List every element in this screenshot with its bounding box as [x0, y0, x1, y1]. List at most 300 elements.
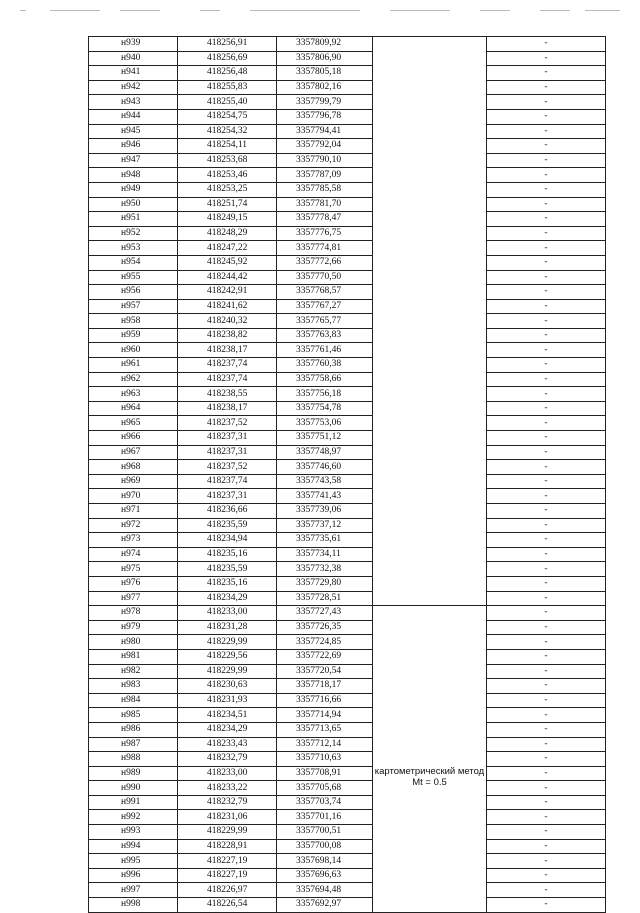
note-cell: - — [487, 95, 606, 110]
table-row — [89, 518, 606, 533]
y-coordinate-cell: 3357772,66 — [277, 255, 373, 270]
y-coordinate-cell: 3357708,91 — [277, 766, 373, 781]
x-coordinate-cell: 418245,92 — [178, 255, 277, 270]
point-name-cell: н975 — [89, 562, 178, 577]
x-coordinate-cell: 418231,28 — [178, 620, 277, 635]
point-name-cell: н971 — [89, 504, 178, 519]
y-coordinate-cell: 3357743,58 — [277, 474, 373, 489]
point-name-cell: н990 — [89, 781, 178, 796]
x-coordinate-cell: 418256,69 — [178, 51, 277, 66]
table-row — [89, 241, 606, 256]
x-coordinate-cell: 418254,75 — [178, 109, 277, 124]
table-row — [89, 591, 606, 606]
x-coordinate-cell: 418233,22 — [178, 781, 277, 796]
point-name-cell: н956 — [89, 285, 178, 300]
x-coordinate-cell: 418254,32 — [178, 124, 277, 139]
note-cell: - — [487, 606, 606, 621]
note-cell: - — [487, 766, 606, 781]
y-coordinate-cell: 3357774,81 — [277, 241, 373, 256]
y-coordinate-cell: 3357694,48 — [277, 883, 373, 898]
x-coordinate-cell: 418229,99 — [178, 635, 277, 650]
table-row — [89, 51, 606, 66]
table-row — [89, 781, 606, 796]
point-name-cell: н994 — [89, 839, 178, 854]
table-row — [89, 168, 606, 183]
x-coordinate-cell: 418235,16 — [178, 576, 277, 591]
table-row — [89, 109, 606, 124]
point-name-cell: н969 — [89, 474, 178, 489]
point-name-cell: н986 — [89, 722, 178, 737]
y-coordinate-cell: 3357794,41 — [277, 124, 373, 139]
x-coordinate-cell: 418238,17 — [178, 343, 277, 358]
y-coordinate-cell: 3357796,78 — [277, 109, 373, 124]
note-cell: - — [487, 679, 606, 694]
note-cell: - — [487, 489, 606, 504]
x-coordinate-cell: 418237,74 — [178, 372, 277, 387]
table-row — [89, 328, 606, 343]
x-coordinate-cell: 418235,59 — [178, 518, 277, 533]
table-row — [89, 314, 606, 329]
point-name-cell: н949 — [89, 182, 178, 197]
x-coordinate-cell: 418228,91 — [178, 839, 277, 854]
table-row — [89, 839, 606, 854]
y-coordinate-cell: 3357802,16 — [277, 80, 373, 95]
y-coordinate-cell: 3357734,11 — [277, 547, 373, 562]
table-row — [89, 825, 606, 840]
note-cell: - — [487, 182, 606, 197]
table-row — [89, 182, 606, 197]
x-coordinate-cell: 418237,52 — [178, 416, 277, 431]
table-row — [89, 635, 606, 650]
y-coordinate-cell: 3357729,80 — [277, 576, 373, 591]
y-coordinate-cell: 3357713,65 — [277, 722, 373, 737]
point-name-cell: н995 — [89, 854, 178, 869]
x-coordinate-cell: 418233,00 — [178, 606, 277, 621]
x-coordinate-cell: 418249,15 — [178, 212, 277, 227]
y-coordinate-cell: 3357748,97 — [277, 445, 373, 460]
point-name-cell: н950 — [89, 197, 178, 212]
point-name-cell: н939 — [89, 37, 178, 52]
y-coordinate-cell: 3357746,60 — [277, 460, 373, 475]
note-cell: - — [487, 139, 606, 154]
note-cell: - — [487, 722, 606, 737]
x-coordinate-cell: 418233,00 — [178, 766, 277, 781]
note-cell: - — [487, 898, 606, 913]
x-coordinate-cell: 418253,68 — [178, 153, 277, 168]
note-cell: - — [487, 562, 606, 577]
point-name-cell: н955 — [89, 270, 178, 285]
note-cell: - — [487, 343, 606, 358]
note-cell: - — [487, 591, 606, 606]
note-cell: - — [487, 168, 606, 183]
note-cell: - — [487, 576, 606, 591]
note-cell: - — [487, 255, 606, 270]
x-coordinate-cell: 418231,06 — [178, 810, 277, 825]
table-row — [89, 401, 606, 416]
x-coordinate-cell: 418232,79 — [178, 795, 277, 810]
point-name-cell: н979 — [89, 620, 178, 635]
note-cell: - — [487, 314, 606, 329]
note-cell: - — [487, 66, 606, 81]
note-cell: - — [487, 883, 606, 898]
y-coordinate-cell: 3357770,50 — [277, 270, 373, 285]
note-cell: - — [487, 372, 606, 387]
y-coordinate-cell: 3357722,69 — [277, 649, 373, 664]
y-coordinate-cell: 3357739,06 — [277, 504, 373, 519]
x-coordinate-cell: 418256,48 — [178, 66, 277, 81]
point-name-cell: н984 — [89, 693, 178, 708]
point-name-cell: н952 — [89, 226, 178, 241]
note-cell: - — [487, 270, 606, 285]
note-cell: - — [487, 328, 606, 343]
note-cell: - — [487, 37, 606, 52]
y-coordinate-cell: 3357712,14 — [277, 737, 373, 752]
point-name-cell: н985 — [89, 708, 178, 723]
point-name-cell: н959 — [89, 328, 178, 343]
table-row — [89, 460, 606, 475]
table-row — [89, 255, 606, 270]
y-coordinate-cell: 3357701,16 — [277, 810, 373, 825]
x-coordinate-cell: 418229,99 — [178, 825, 277, 840]
point-name-cell: н989 — [89, 766, 178, 781]
table-row — [89, 679, 606, 694]
x-coordinate-cell: 418236,66 — [178, 504, 277, 519]
x-coordinate-cell: 418234,29 — [178, 591, 277, 606]
point-name-cell: н968 — [89, 460, 178, 475]
table-row — [89, 431, 606, 446]
x-coordinate-cell: 418238,17 — [178, 401, 277, 416]
point-name-cell: н973 — [89, 533, 178, 548]
table-row — [89, 810, 606, 825]
y-coordinate-cell: 3357787,09 — [277, 168, 373, 183]
y-coordinate-cell: 3357700,08 — [277, 839, 373, 854]
y-coordinate-cell: 3357758,66 — [277, 372, 373, 387]
note-cell: - — [487, 781, 606, 796]
point-name-cell: н997 — [89, 883, 178, 898]
y-coordinate-cell: 3357705,68 — [277, 781, 373, 796]
table-row — [89, 854, 606, 869]
point-name-cell: н966 — [89, 431, 178, 446]
point-name-cell: н993 — [89, 825, 178, 840]
x-coordinate-cell: 418232,79 — [178, 752, 277, 767]
note-cell: - — [487, 752, 606, 767]
note-cell: - — [487, 51, 606, 66]
y-coordinate-cell: 3357765,77 — [277, 314, 373, 329]
table-row — [89, 620, 606, 635]
point-name-cell: н944 — [89, 109, 178, 124]
point-name-cell: н976 — [89, 576, 178, 591]
note-cell: - — [487, 649, 606, 664]
table-row — [89, 343, 606, 358]
y-coordinate-cell: 3357785,58 — [277, 182, 373, 197]
table-row — [89, 649, 606, 664]
y-coordinate-cell: 3357703,74 — [277, 795, 373, 810]
point-name-cell: н948 — [89, 168, 178, 183]
coordinates-table-body — [89, 37, 606, 913]
table-row — [89, 387, 606, 402]
table-row — [89, 766, 606, 781]
x-coordinate-cell: 418237,31 — [178, 445, 277, 460]
note-cell: - — [487, 504, 606, 519]
point-name-cell: н987 — [89, 737, 178, 752]
point-name-cell: н965 — [89, 416, 178, 431]
y-coordinate-cell: 3357790,10 — [277, 153, 373, 168]
table-row — [89, 576, 606, 591]
x-coordinate-cell: 418237,74 — [178, 474, 277, 489]
note-cell: - — [487, 124, 606, 139]
x-coordinate-cell: 418234,29 — [178, 722, 277, 737]
table-row — [89, 474, 606, 489]
table-row — [89, 562, 606, 577]
point-name-cell: н951 — [89, 212, 178, 227]
point-name-cell: н981 — [89, 649, 178, 664]
point-name-cell: н977 — [89, 591, 178, 606]
y-coordinate-cell: 3357751,12 — [277, 431, 373, 446]
point-name-cell: н942 — [89, 80, 178, 95]
table-row — [89, 504, 606, 519]
note-cell: - — [487, 80, 606, 95]
note-cell: - — [487, 737, 606, 752]
y-coordinate-cell: 3357792,04 — [277, 139, 373, 154]
x-coordinate-cell: 418238,55 — [178, 387, 277, 402]
x-coordinate-cell: 418247,22 — [178, 241, 277, 256]
y-coordinate-cell: 3357741,43 — [277, 489, 373, 504]
note-cell: - — [487, 664, 606, 679]
table-row — [89, 95, 606, 110]
point-name-cell: н958 — [89, 314, 178, 329]
x-coordinate-cell: 418227,19 — [178, 854, 277, 869]
x-coordinate-cell: 418240,32 — [178, 314, 277, 329]
table-row — [89, 737, 606, 752]
point-name-cell: н957 — [89, 299, 178, 314]
y-coordinate-cell: 3357753,06 — [277, 416, 373, 431]
y-coordinate-cell: 3357726,35 — [277, 620, 373, 635]
y-coordinate-cell: 3357768,57 — [277, 285, 373, 300]
x-coordinate-cell: 418256,91 — [178, 37, 277, 52]
table-row — [89, 139, 606, 154]
table-row — [89, 752, 606, 767]
note-cell: - — [487, 387, 606, 402]
table-row — [89, 722, 606, 737]
point-name-cell: н941 — [89, 66, 178, 81]
x-coordinate-cell: 418255,83 — [178, 80, 277, 95]
note-cell: - — [487, 693, 606, 708]
x-coordinate-cell: 418237,31 — [178, 489, 277, 504]
point-name-cell: н992 — [89, 810, 178, 825]
point-name-cell: н960 — [89, 343, 178, 358]
y-coordinate-cell: 3357727,43 — [277, 606, 373, 621]
note-cell: - — [487, 431, 606, 446]
x-coordinate-cell: 418253,25 — [178, 182, 277, 197]
table-row — [89, 795, 606, 810]
x-coordinate-cell: 418227,19 — [178, 868, 277, 883]
point-name-cell: н974 — [89, 547, 178, 562]
table-row — [89, 124, 606, 139]
x-coordinate-cell: 418229,99 — [178, 664, 277, 679]
y-coordinate-cell: 3357692,97 — [277, 898, 373, 913]
x-coordinate-cell: 418238,82 — [178, 328, 277, 343]
note-cell: - — [487, 518, 606, 533]
point-name-cell: н983 — [89, 679, 178, 694]
table-row — [89, 270, 606, 285]
y-coordinate-cell: 3357799,79 — [277, 95, 373, 110]
method-cell: картометрический метод Mt = 0.5 — [373, 606, 487, 912]
table-row — [89, 868, 606, 883]
x-coordinate-cell: 418248,29 — [178, 226, 277, 241]
table-row — [89, 533, 606, 548]
x-coordinate-cell: 418226,54 — [178, 898, 277, 913]
x-coordinate-cell: 418241,62 — [178, 299, 277, 314]
point-name-cell: н962 — [89, 372, 178, 387]
y-coordinate-cell: 3357778,47 — [277, 212, 373, 227]
y-coordinate-cell: 3357760,38 — [277, 358, 373, 373]
scan-header-marks — [20, 4, 620, 14]
y-coordinate-cell: 3357781,70 — [277, 197, 373, 212]
table-row — [89, 212, 606, 227]
y-coordinate-cell: 3357806,90 — [277, 51, 373, 66]
point-name-cell: н945 — [89, 124, 178, 139]
table-row — [89, 358, 606, 373]
y-coordinate-cell: 3357728,51 — [277, 591, 373, 606]
x-coordinate-cell: 418226,97 — [178, 883, 277, 898]
point-name-cell: н963 — [89, 387, 178, 402]
note-cell: - — [487, 825, 606, 840]
x-coordinate-cell: 418235,59 — [178, 562, 277, 577]
x-coordinate-cell: 418255,40 — [178, 95, 277, 110]
x-coordinate-cell: 418237,52 — [178, 460, 277, 475]
point-name-cell: н953 — [89, 241, 178, 256]
x-coordinate-cell: 418253,46 — [178, 168, 277, 183]
x-coordinate-cell: 418233,43 — [178, 737, 277, 752]
note-cell: - — [487, 635, 606, 650]
table-row — [89, 372, 606, 387]
point-name-cell: н947 — [89, 153, 178, 168]
point-name-cell: н980 — [89, 635, 178, 650]
note-cell: - — [487, 416, 606, 431]
y-coordinate-cell: 3357754,78 — [277, 401, 373, 416]
y-coordinate-cell: 3357724,85 — [277, 635, 373, 650]
note-cell: - — [487, 109, 606, 124]
table-row — [89, 489, 606, 504]
table-row — [89, 285, 606, 300]
note-cell: - — [487, 212, 606, 227]
point-name-cell: н946 — [89, 139, 178, 154]
method-cell-empty — [373, 37, 487, 606]
table-row — [89, 445, 606, 460]
table-row — [89, 416, 606, 431]
x-coordinate-cell: 418242,91 — [178, 285, 277, 300]
point-name-cell: н970 — [89, 489, 178, 504]
y-coordinate-cell: 3357718,17 — [277, 679, 373, 694]
y-coordinate-cell: 3357696,63 — [277, 868, 373, 883]
y-coordinate-cell: 3357805,18 — [277, 66, 373, 81]
note-cell: - — [487, 285, 606, 300]
point-name-cell: н998 — [89, 898, 178, 913]
x-coordinate-cell: 418229,56 — [178, 649, 277, 664]
table-row — [89, 708, 606, 723]
point-name-cell: н954 — [89, 255, 178, 270]
x-coordinate-cell: 418244,42 — [178, 270, 277, 285]
table-row — [89, 153, 606, 168]
note-cell: - — [487, 474, 606, 489]
table-row — [89, 226, 606, 241]
y-coordinate-cell: 3357714,94 — [277, 708, 373, 723]
note-cell: - — [487, 401, 606, 416]
y-coordinate-cell: 3357756,18 — [277, 387, 373, 402]
y-coordinate-cell: 3357763,83 — [277, 328, 373, 343]
x-coordinate-cell: 418230,63 — [178, 679, 277, 694]
x-coordinate-cell: 418254,11 — [178, 139, 277, 154]
note-cell: - — [487, 226, 606, 241]
y-coordinate-cell: 3357710,63 — [277, 752, 373, 767]
point-name-cell: н988 — [89, 752, 178, 767]
note-cell: - — [487, 241, 606, 256]
table-row — [89, 197, 606, 212]
table-row — [89, 664, 606, 679]
table-row — [89, 693, 606, 708]
point-name-cell: н967 — [89, 445, 178, 460]
y-coordinate-cell: 3357698,14 — [277, 854, 373, 869]
y-coordinate-cell: 3357720,54 — [277, 664, 373, 679]
y-coordinate-cell: 3357735,61 — [277, 533, 373, 548]
note-cell: - — [487, 358, 606, 373]
note-cell: - — [487, 620, 606, 635]
note-cell: - — [487, 299, 606, 314]
y-coordinate-cell: 3357776,75 — [277, 226, 373, 241]
table-row — [89, 66, 606, 81]
note-cell: - — [487, 795, 606, 810]
point-name-cell: н964 — [89, 401, 178, 416]
coordinates-table — [88, 36, 606, 913]
table-row — [89, 606, 606, 621]
note-cell: - — [487, 533, 606, 548]
x-coordinate-cell: 418237,74 — [178, 358, 277, 373]
y-coordinate-cell: 3357732,38 — [277, 562, 373, 577]
table-row — [89, 37, 606, 52]
point-name-cell: н991 — [89, 795, 178, 810]
table-row — [89, 547, 606, 562]
table-row — [89, 80, 606, 95]
note-cell: - — [487, 839, 606, 854]
note-cell: - — [487, 460, 606, 475]
x-coordinate-cell: 418234,94 — [178, 533, 277, 548]
table-row — [89, 299, 606, 314]
y-coordinate-cell: 3357700,51 — [277, 825, 373, 840]
note-cell: - — [487, 810, 606, 825]
y-coordinate-cell: 3357716,66 — [277, 693, 373, 708]
x-coordinate-cell: 418251,74 — [178, 197, 277, 212]
y-coordinate-cell: 3357809,92 — [277, 37, 373, 52]
point-name-cell: н982 — [89, 664, 178, 679]
note-cell: - — [487, 153, 606, 168]
point-name-cell: н978 — [89, 606, 178, 621]
x-coordinate-cell: 418237,31 — [178, 431, 277, 446]
y-coordinate-cell: 3357761,46 — [277, 343, 373, 358]
note-cell: - — [487, 854, 606, 869]
note-cell: - — [487, 197, 606, 212]
y-coordinate-cell: 3357767,27 — [277, 299, 373, 314]
point-name-cell: н943 — [89, 95, 178, 110]
point-name-cell: н972 — [89, 518, 178, 533]
x-coordinate-cell: 418235,16 — [178, 547, 277, 562]
x-coordinate-cell: 418231,93 — [178, 693, 277, 708]
note-cell: - — [487, 445, 606, 460]
y-coordinate-cell: 3357737,12 — [277, 518, 373, 533]
note-cell: - — [487, 868, 606, 883]
note-cell: - — [487, 708, 606, 723]
table-row — [89, 883, 606, 898]
note-cell: - — [487, 547, 606, 562]
